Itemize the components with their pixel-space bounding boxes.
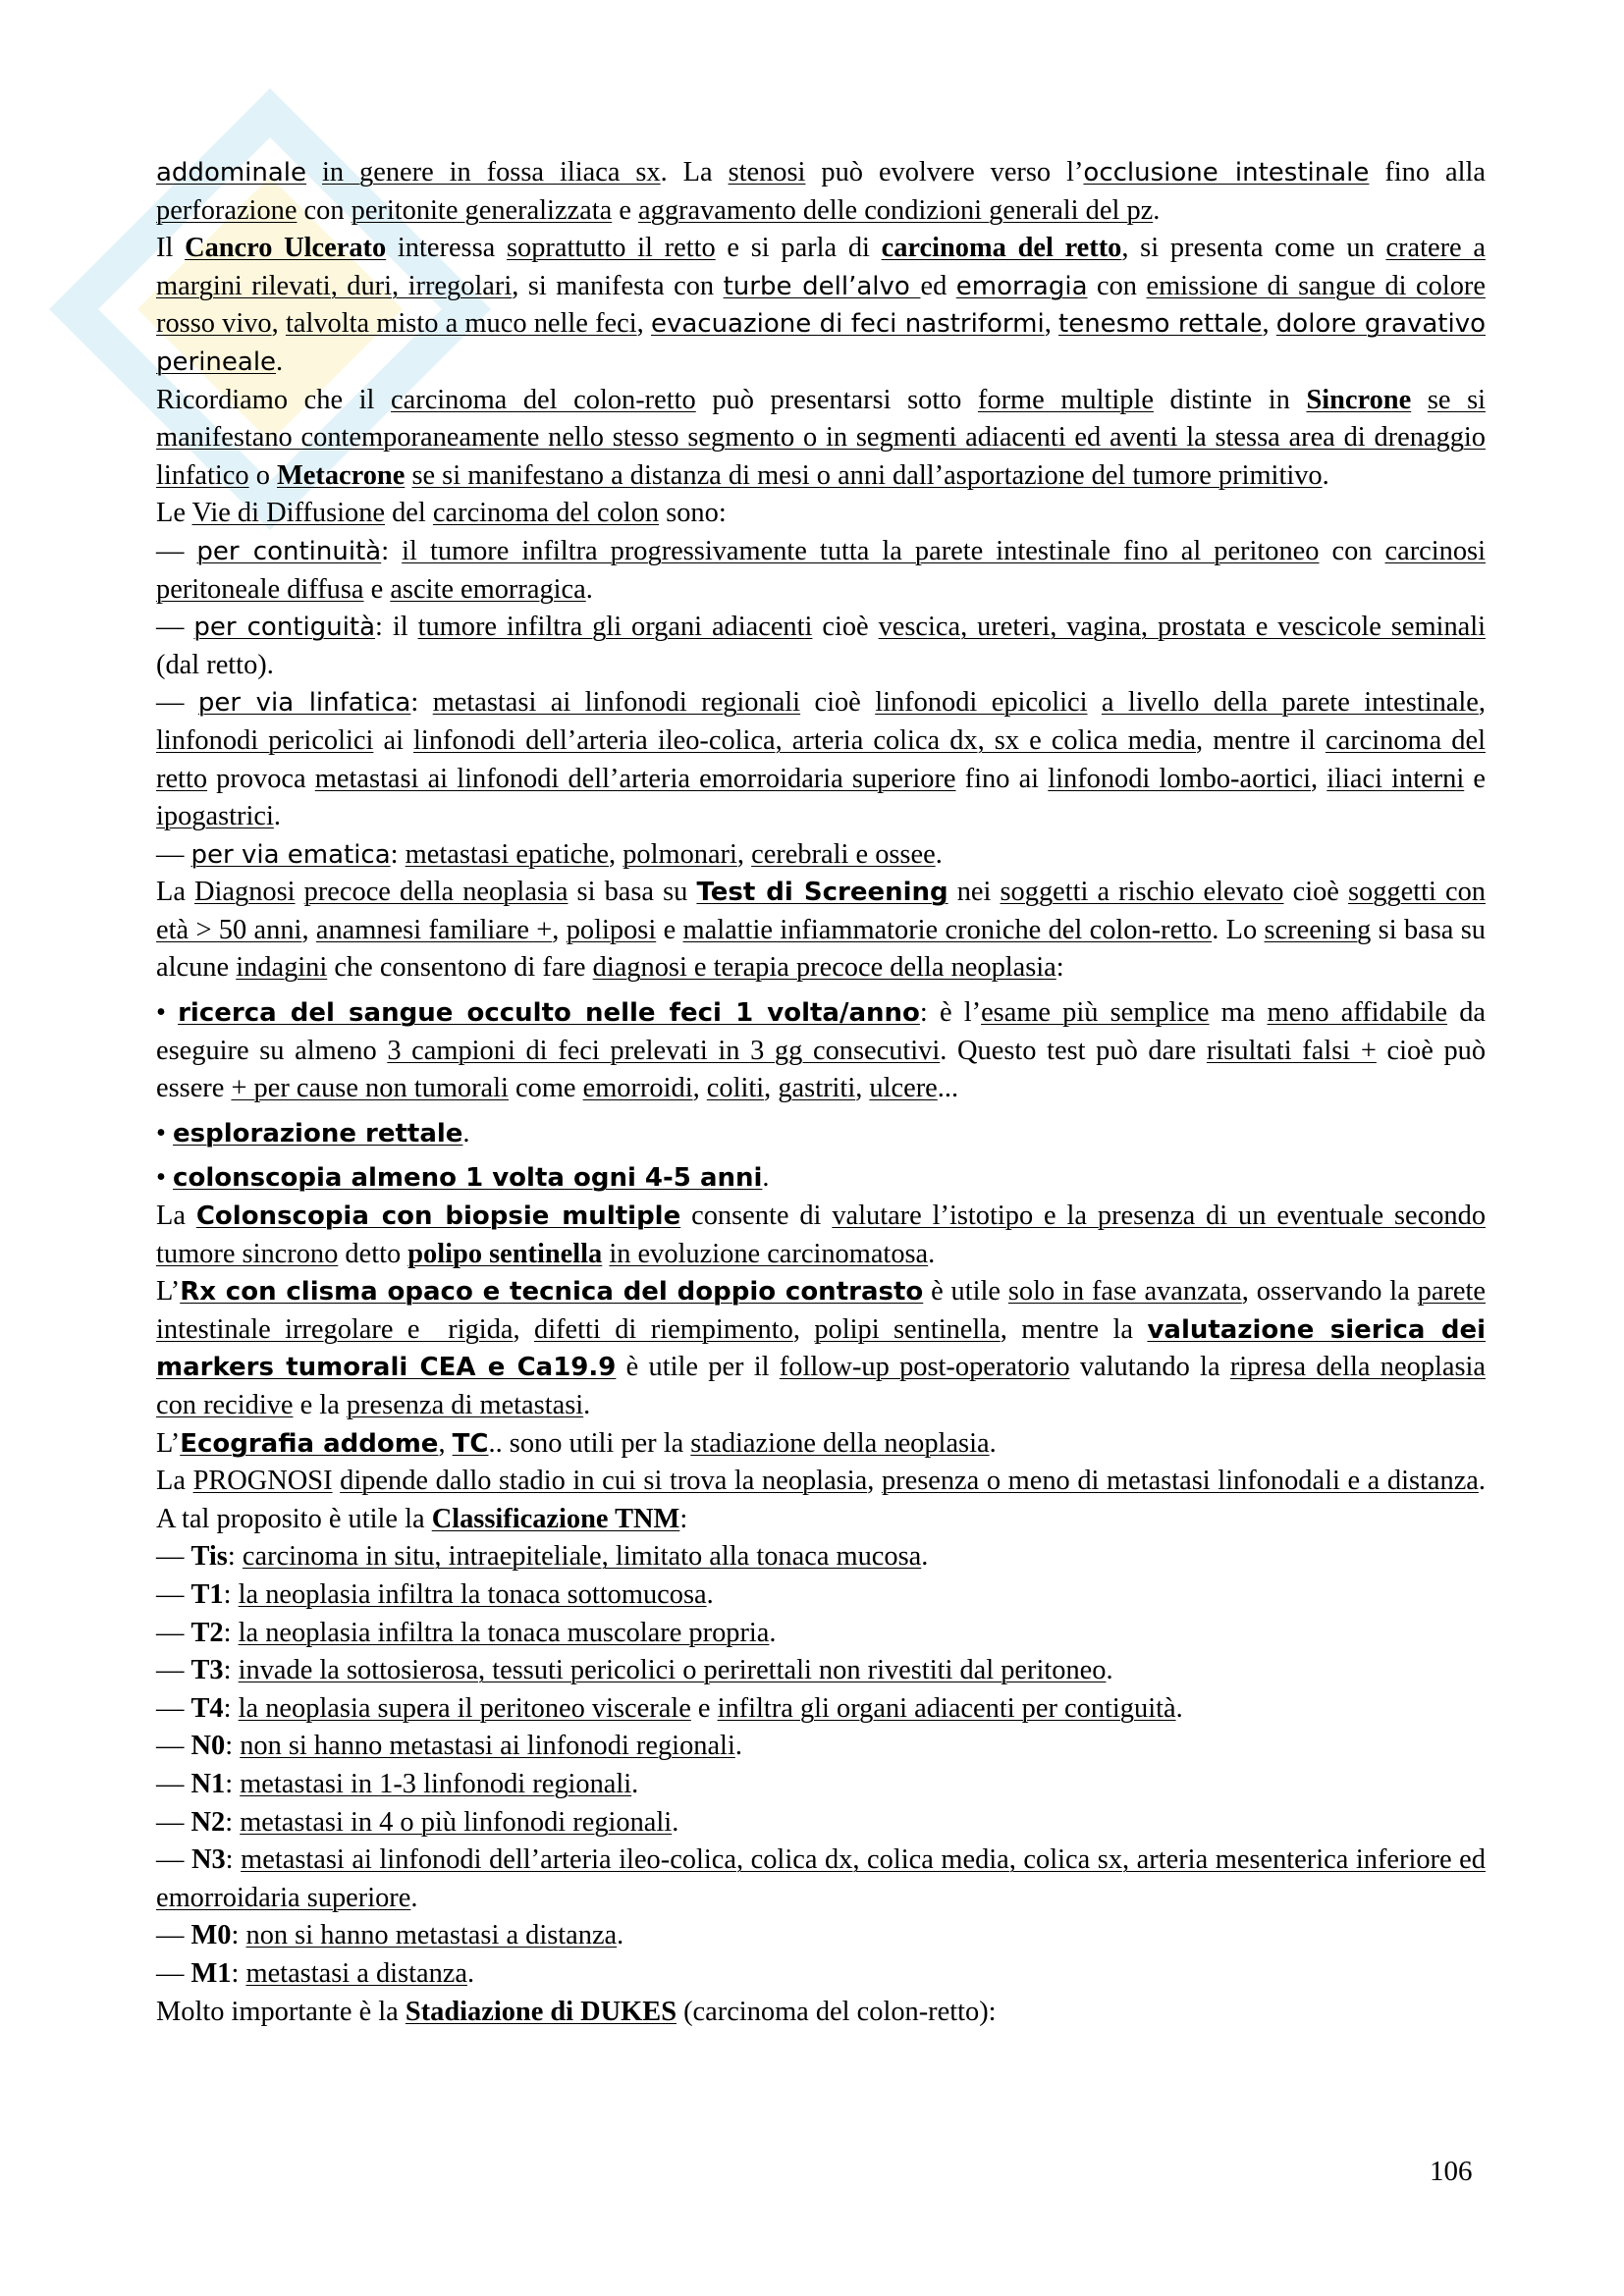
- paragraph-dukes: Molto importante è la Stadiazione di DUKES (carcinoma del colon-retto):: [156, 1996, 997, 2027]
- list-item-continuita: — per continuità: il tumore infiltra progressivamente tutta la parete intestinale fino al peritoneo con carcinosi peritoneale diffusa e ascite emorragica.: [156, 535, 1486, 605]
- paragraph-vie-diffusione: Le Vie di Diffusione del carcinoma del colon sono:: [156, 498, 727, 529]
- tnm-item-tis: — Tis: carcinoma in situ, intraepiteliale, limitato alla tonaca mucosa.: [156, 1541, 929, 1573]
- tnm-item-n3: — N3: metastasi ai linfonodi dell’arteria ileo-colica, colica dx, colica media, colica sx, arteria mesenterica inferiore ed emorroidaria superiore.: [156, 1844, 1486, 1913]
- paragraph-ecografia: L’Ecografia addome, TC.. sono utili per la stadiazione della neoplasia.: [156, 1427, 997, 1459]
- paragraph-cancro-ulcerato: Il Cancro Ulcerato interessa soprattutto il retto e si parla di carcinoma del retto, si presenta come un cratere a margini rilevati, duri, irregolari, si manifesta con turbe dell’alvo ed emorragia con emissione di sangue di colore rosso vivo, talvolta misto a muco nelle feci, evacuazione di feci nastriformi, tenesmo rettale, dolore gravativo perineale.: [156, 233, 1486, 377]
- bullet-colonscopia: • colonscopia almeno 1 volta ogni 4-5 anni.: [156, 1162, 770, 1194]
- document-body: [156, 154, 1486, 2031]
- paragraph-rx: L’Rx con clisma opaco e tecnica del doppio contrasto è utile solo in fase avanzata, osservando la parete intestinale irregolare e rigida, difetti di riempimento, polipi sentinella, mentre la valutazione sierica dei markers tumorali CEA e Ca19.9 è utile per il follow-up post-operatorio valutando la ripresa della neoplasia con recidive e la presenza di metastasi.: [156, 1276, 1487, 1420]
- tnm-item-n0: — N0: non si hanno metastasi ai linfonodi regionali.: [156, 1731, 742, 1762]
- paragraph-diagnosi: La Diagnosi precoce della neoplasia si basa su Test di Screening nei soggetti a rischio elevato cioè soggetti con età > 50 anni, anamnesi familiare +, poliposi e malattie infiammatorie croniche del colon-retto. Lo screening si basa su alcune indagini che consentono di fare diagnosi e terapia precoce della neoplasia:: [156, 877, 1486, 984]
- list-item-contiguita: — per contiguità: il tumore infiltra gli organi adiacenti cioè vescica, ureteri, vagina, prostata e vescicole seminali (dal retto).: [156, 612, 1487, 680]
- paragraph-prognosi: La PROGNOSI dipende dallo stadio in cui si trova la neoplasia, presenza o meno di metastasi linfonodali e a distanza. A tal proposito è utile la Classificazione TNM:: [156, 1466, 1487, 1534]
- tnm-item-m0: — M0: non si hanno metastasi a distanza.: [156, 1920, 624, 1951]
- tnm-item-t1: — T1: la neoplasia infiltra la tonaca sottomucosa.: [156, 1578, 714, 1610]
- paragraph-stenosi: addominale in genere in fossa iliaca sx. La stenosi può evolvere verso l’occlusione intestinale fino alla perforazione con peritonite generalizzata e aggravamento delle condizioni generali del pz.: [156, 157, 1487, 226]
- tnm-item-t2: — T2: la neoplasia infiltra la tonaca muscolare propria.: [156, 1617, 777, 1648]
- page-number: 106: [1430, 2156, 1473, 2187]
- bullet-esplorazione: • esplorazione rettale.: [156, 1117, 470, 1148]
- tnm-item-n1: — N1: metastasi in 1-3 linfonodi regionali.: [156, 1768, 639, 1799]
- tnm-item-m1: — M1: metastasi a distanza.: [156, 1957, 475, 1989]
- list-item-ematica: — per via ematica: metastasi epatiche, polmonari, cerebrali e ossee.: [156, 838, 943, 870]
- list-item-linfatica: — per via linfatica: metastasi ai linfonodi regionali cioè linfonodi epicolici a livello della parete intestinale, linfonodi pericolici ai linfonodi dell’arteria ileo-colica, arteria colica dx, sx e colica media, mentre il carcinoma del retto provoca metastasi ai linfonodi dell’arteria emorroidaria superiore fino ai linfonodi lombo-aortici, iliaci interni e ipogastrici.: [156, 687, 1487, 832]
- tnm-item-t4: — T4: la neoplasia supera il peritoneo viscerale e infiltra gli organi adiacenti per contiguità.: [156, 1692, 1183, 1724]
- tnm-item-t3: — T3: invade la sottosierosa, tessuti pericolici o perirettali non rivestiti dal peritoneo.: [156, 1655, 1113, 1686]
- tnm-item-n2: — N2: metastasi in 4 o più linfonodi regionali.: [156, 1806, 679, 1838]
- paragraph-forme-multiple: Ricordiamo che il carcinoma del colon-retto può presentarsi sotto forme multiple distinte in Sincrone se si manifestano contemporaneamente nello stesso segmento o in segmenti adiacenti ed aventi la stessa area di drenaggio linfatico o Metacrone se si manifestano a distanza di mesi o anni dall’asportazione del tumore primitivo.: [156, 384, 1487, 491]
- bullet-sangue-occulto: • ricerca del sangue occulto nelle feci 1 volta/anno: è l’esame più semplice ma meno affidabile da eseguire su almeno 3 campioni di feci prelevati in 3 gg consecutivi. Questo test può dare risultati falsi + cioè può essere + per cause non tumorali come emorroidi, coliti, gastriti, ulcere...: [156, 997, 1487, 1104]
- paragraph-colonscopia: La Colonscopia con biopsie multiple consente di valutare l’istotipo e la presenza di un eventuale secondo tumore sincrono detto polipo sentinella in evoluzione carcinomatosa.: [156, 1201, 1487, 1269]
